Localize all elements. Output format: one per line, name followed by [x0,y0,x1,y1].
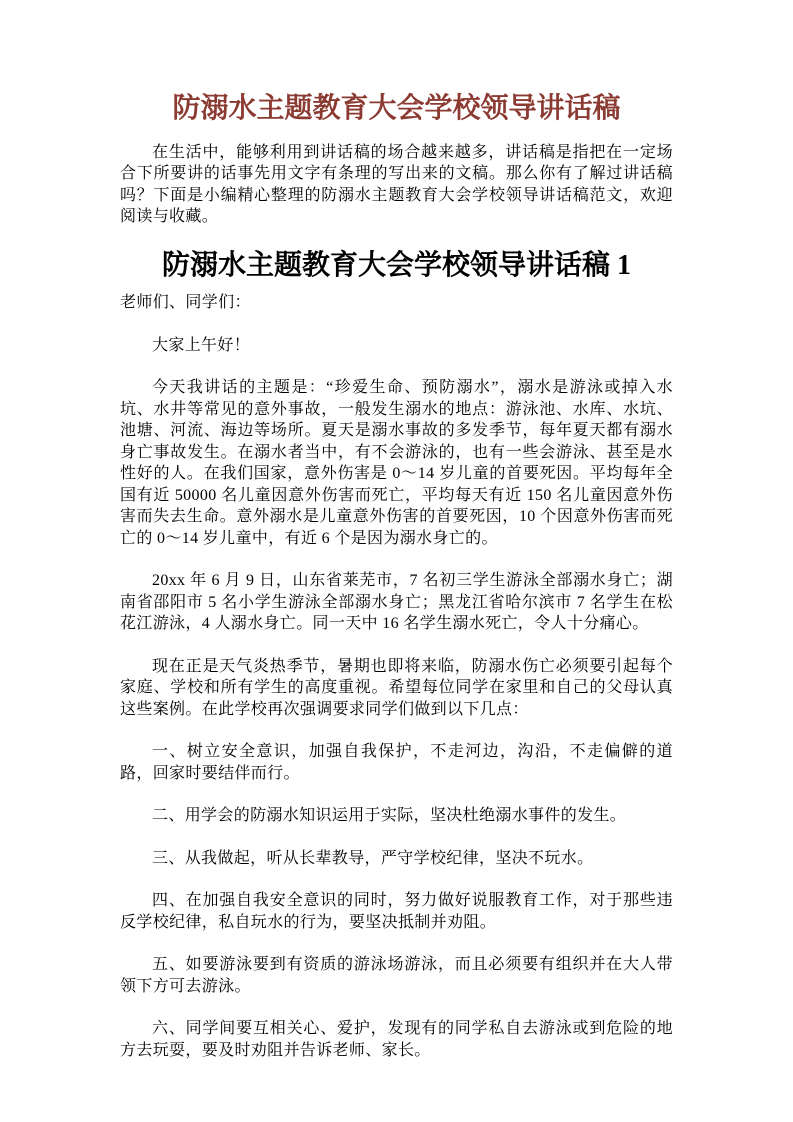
list-item-3: 三、从我做起，听从长辈教导，严守学校纪律，坚决不玩水。 [152,849,594,867]
section-title: 防溺水主题教育大会学校领导讲话稿 1 [161,249,631,281]
document-title: 防溺水主题教育大会学校领导讲话稿 [172,93,621,124]
body-paragraph-season: 现在正是天气炎热季节，暑期也即将来临，防溺水伤亡必须要引起每个家庭、学校和所有学生的高度重视。希望每位同学在家里和自己的父母认真这些案例。在此学校再次强调要求同学们做到以下几点： [120,657,673,718]
greeting-line: 大家上午好！ [152,336,251,354]
intro-paragraph: 在生活中，能够利用到讲话稿的场合越来越多，讲话稿是指把在一定场合下所要讲的话事先用文字有条理的写出来的文稿。那么你有了解过讲话稿吗？下面是小编精心整理的防溺水主题教育大会学校领导讲话稿范文，欢迎阅读与收藏。 [120,143,673,226]
list-item-2: 二、用学会的防溺水知识运用于实际，坚决杜绝溺水事件的发生。 [152,807,627,825]
list-item-4: 四、在加强自我安全意识的同时，努力做好说服教育工作，对于那些违反学校纪律，私自玩水的行为，要坚决抵制并劝阻。 [120,892,673,931]
body-paragraph-theme: 今天我讲话的主题是：“珍爱生命、预防溺水”，溺水是游泳或掉入水坑、水井等常见的意外事故，一般发生溺水的地点：游泳池、水库、水坑、池塘、河流、海边等场所。夏天是溺水事故的多发季节，每年夏天都有溺水身亡事故发生。在溺水者当中，有不会游泳的，也有一些会游泳、甚至是水性好的人。在我们国家，意外伤害是 0～14 岁儿童的首要死因。平均每年全国有近 50000 名儿童因意外伤害而死亡，平均每天有近 150 名儿童因意外伤害而失去生命。意外溺水是儿童意外伤害的首要死因，10 个因意外伤害而死亡的 0～14 岁儿童中，有近 6 个是因为溺水身亡的。 [120,379,673,547]
salutation-line: 老师们、同学们： [120,294,251,312]
list-item-5: 五、如要游泳要到有资质的游泳场游泳，而且必须要有组织并在大人带领下方可去游泳。 [120,956,673,995]
list-item-1: 一、树立安全意识，加强自我保护，不走河边，沟沿，不走偏僻的道路，回家时要结伴而行。 [120,743,673,782]
body-paragraph-incidents: 20xx 年 6 月 9 日，山东省莱芜市，7 名初三学生游泳全部溺水身亡；湖南省邵阳市 5 名小学生游泳全部溺水身亡；黑龙江省哈尔滨市 7 名学生在松花江游泳，4 人溺水身亡。同一天中 16 名学生溺水死亡，令人十分痛心。 [120,572,673,633]
list-item-6: 六、同学间要互相关心、爱护，发现有的同学私自去游泳或到危险的地方去玩耍，要及时劝阻并告诉老师、家长。 [120,1020,673,1059]
